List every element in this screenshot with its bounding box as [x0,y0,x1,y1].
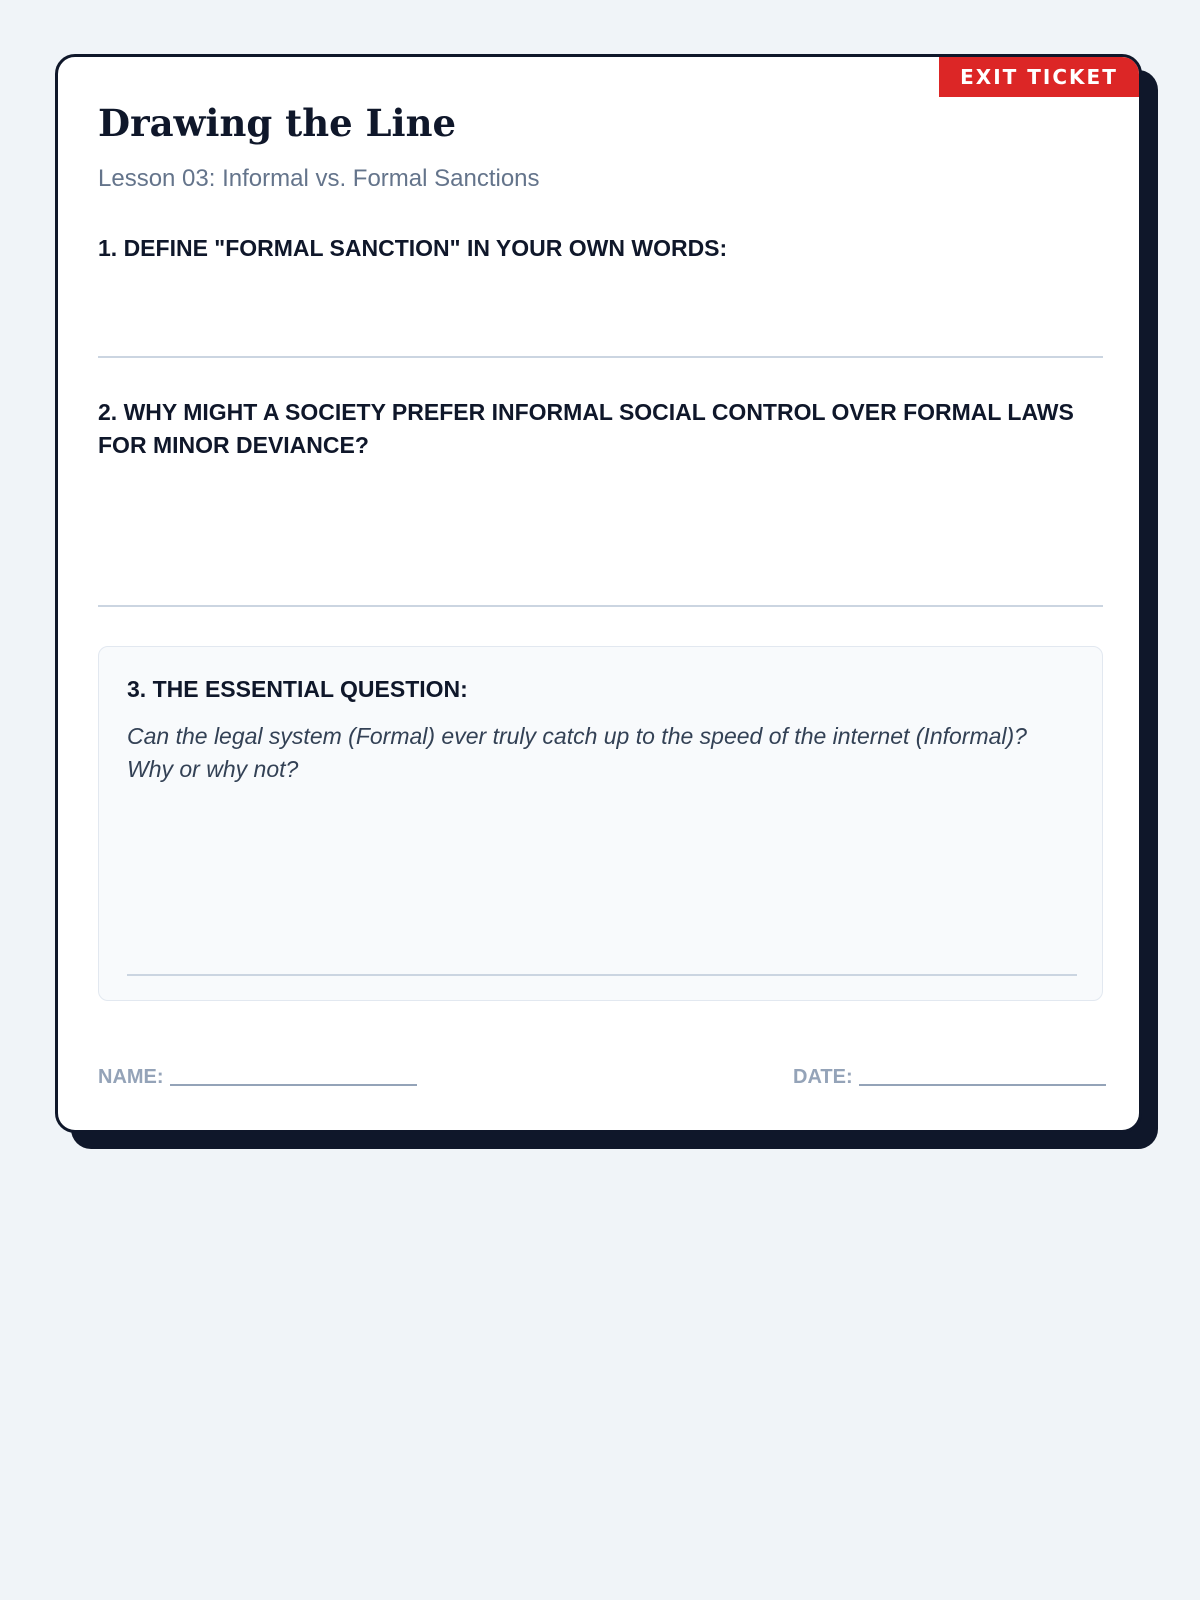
essential-question-label: 3. THE ESSENTIAL QUESTION: [127,676,468,702]
question-1: 1. DEFINE "FORMAL SANCTION" IN YOUR OWN WORDS: [98,235,728,261]
essential-question-box [98,646,1103,1001]
exit-ticket-badge: EXIT TICKET [939,57,1139,97]
essential-question-text: Can the legal system (Formal) ever truly catch up to the speed of the internet (Informal)? Why or why not? [127,723,1027,782]
essential-answer-line[interactable] [127,974,1077,976]
date-blank[interactable] [859,1084,1106,1086]
question-2: 2. WHY MIGHT A SOCIETY PREFER INFORMAL SOCIAL CONTROL OVER FORMAL LAWS FOR MINOR DEVIANCE? [98,399,1074,458]
page-title: Drawing the Line [98,101,457,145]
lesson-subtitle: Lesson 03: Informal vs. Formal Sanctions [98,165,540,192]
exit-ticket-card [55,54,1142,1133]
answer-line-2[interactable] [98,605,1103,607]
answer-line-1[interactable] [98,356,1103,358]
name-blank[interactable] [170,1084,417,1086]
name-field [98,1064,417,1088]
date-field [793,1064,1106,1088]
date-label: DATE: [793,1066,853,1088]
name-label: NAME: [98,1066,164,1088]
